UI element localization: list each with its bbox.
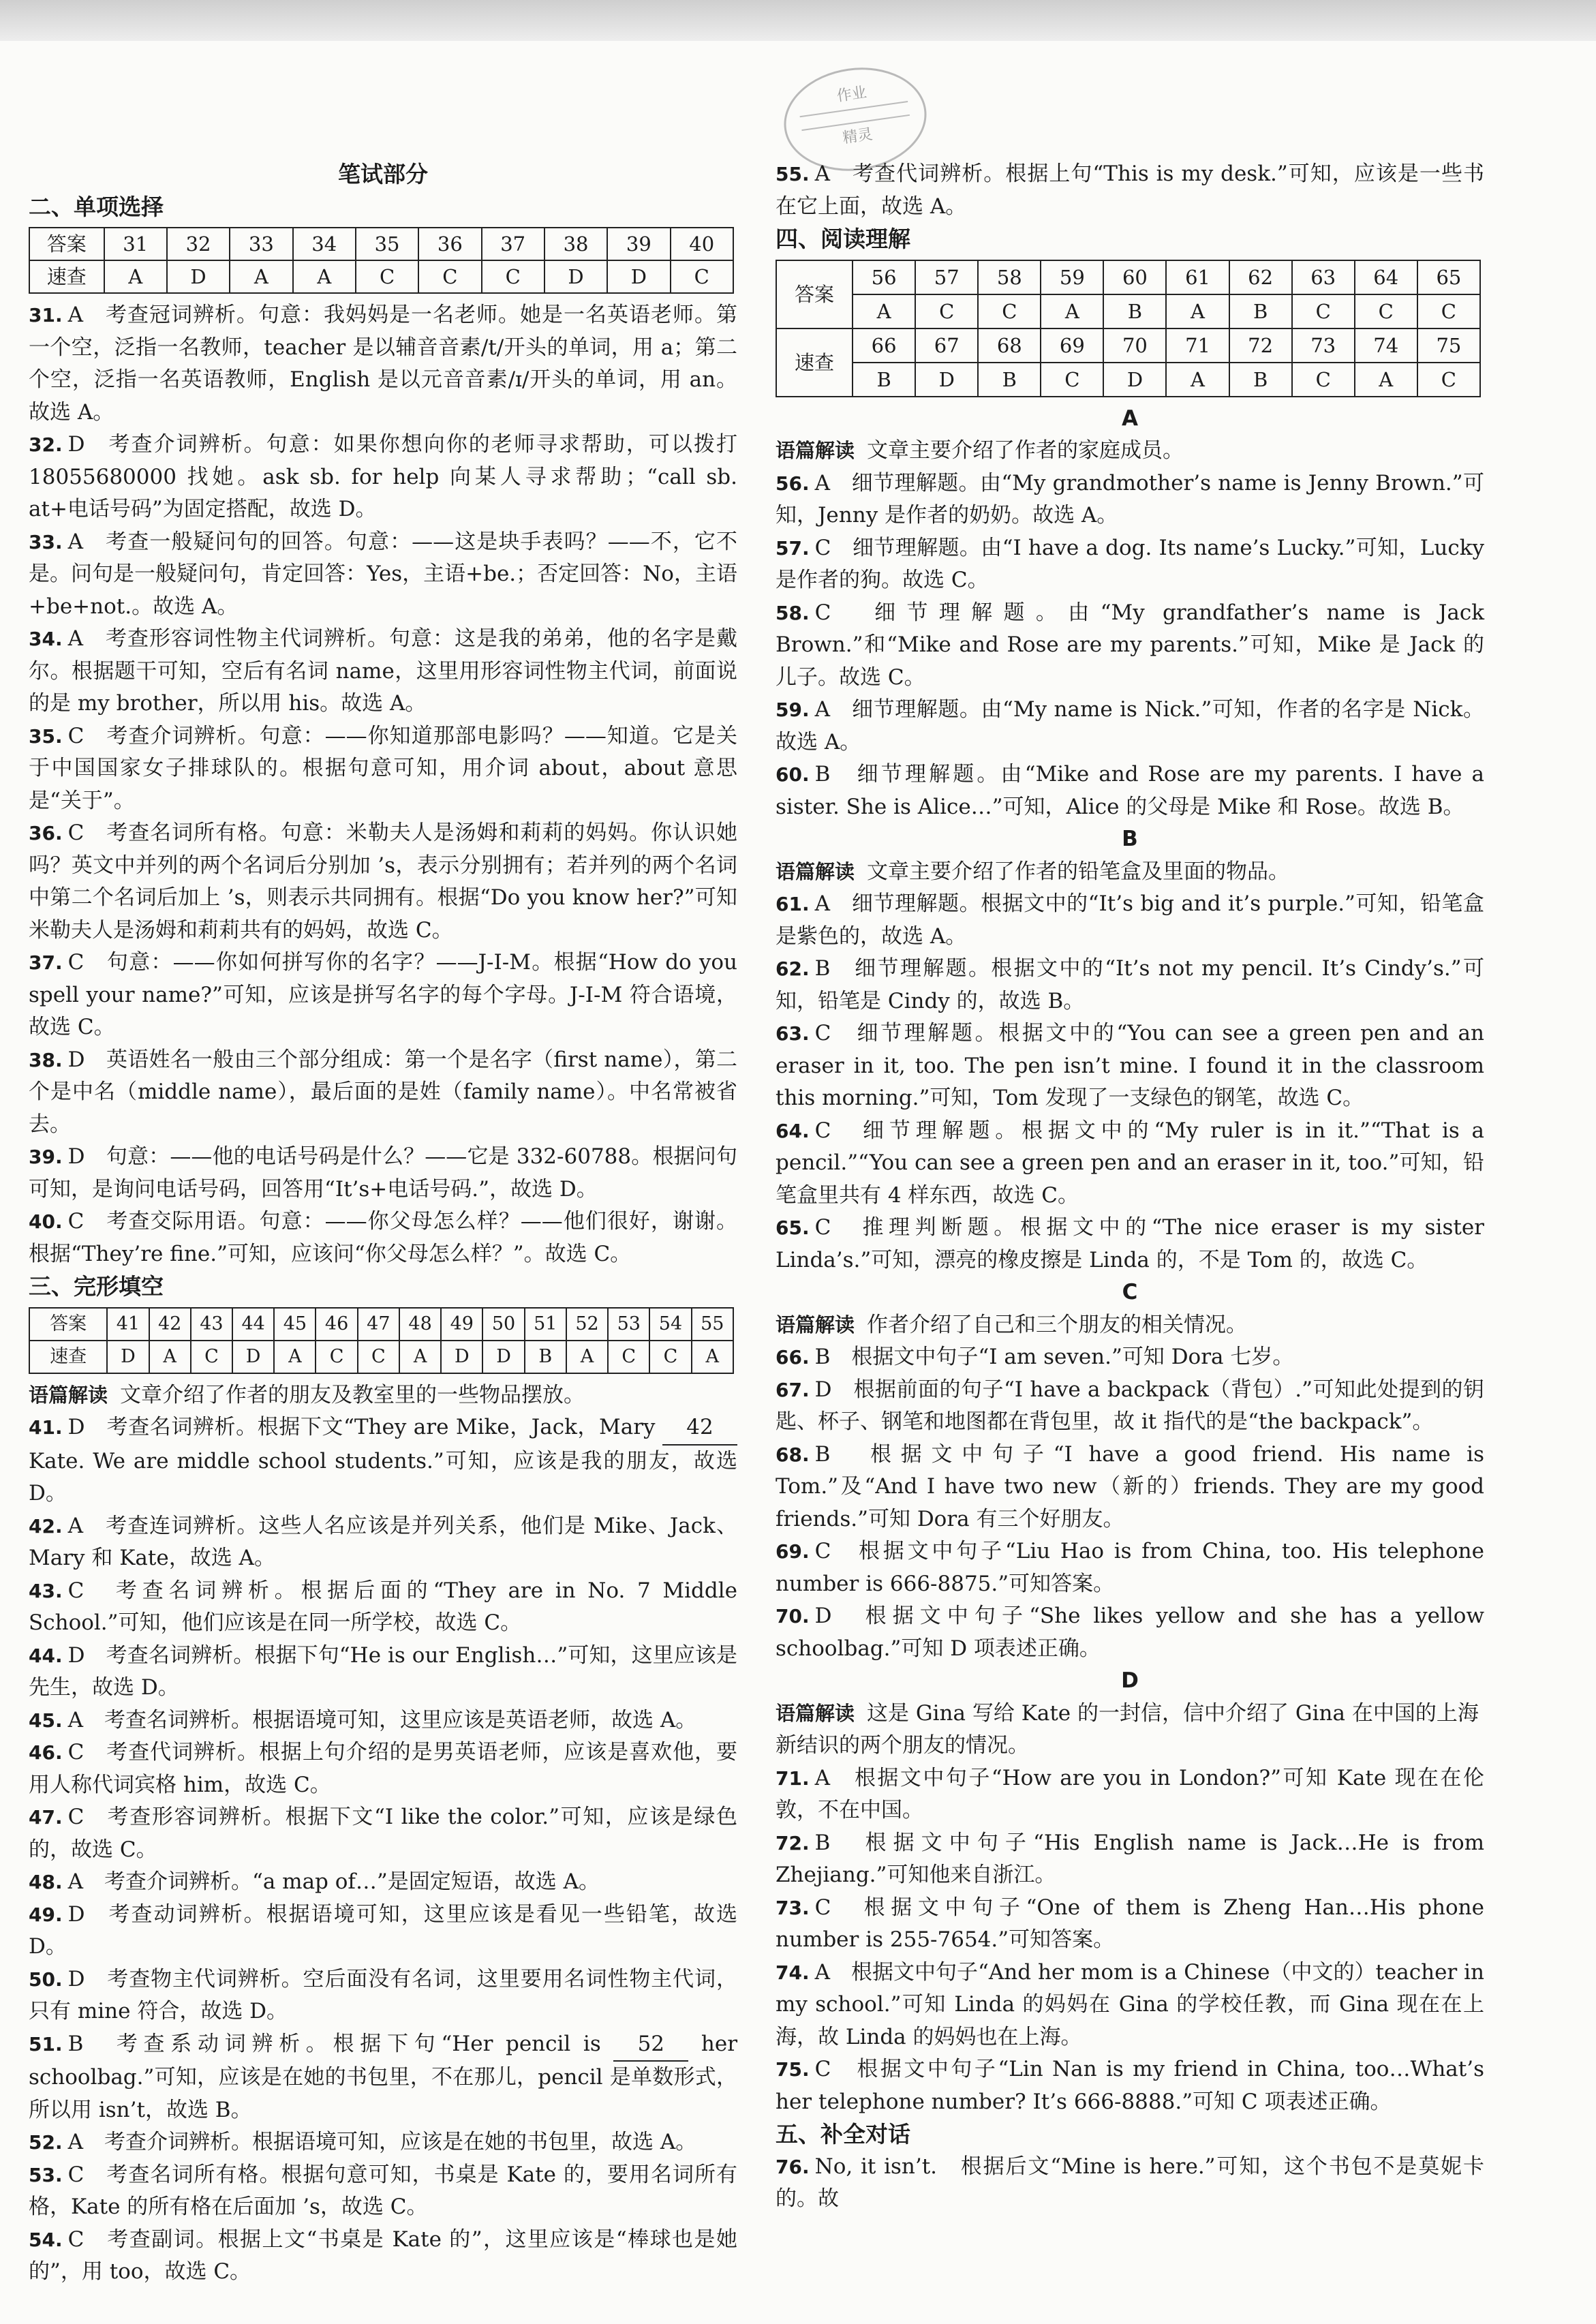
question-number: 35. (29, 724, 63, 748)
question-number: 58. (776, 601, 810, 624)
question-item (776, 694, 1484, 759)
table-cell: 65 (1417, 260, 1480, 294)
table-cell: 63 (1292, 260, 1355, 294)
question-number: 33. (29, 530, 63, 553)
table-cell: A (149, 1341, 191, 1373)
question-number: 40. (29, 1210, 63, 1233)
question-explanation: D 根据文中句子“She likes yellow and she has a yellow schoolbag.”可知 D 项表述正确。 (776, 1604, 1484, 1661)
question-number: 34. (29, 628, 63, 650)
table-cell: 32 (167, 228, 230, 260)
table-cell: 51 (525, 1308, 566, 1341)
question-number: 71. (776, 1767, 810, 1790)
table-cell: 41 (107, 1308, 149, 1341)
question-item (29, 1575, 737, 1640)
question-item (29, 1206, 737, 1270)
question-explanation: D 考查介词辨析。句意：如果你想向你的老师寻求帮助，可以拨打 18055680000 找她。ask sb. for help 向某人寻求帮助；“call sb. at+电话号码”为固定搭配，故选 D。 (29, 432, 737, 521)
question-explanation: B 根据文中句子“His English name is Jack…He is from Zhejiang.”可知他来自浙江。 (776, 1830, 1484, 1887)
question-item (29, 1801, 737, 1866)
table-cell: A (853, 294, 915, 328)
question-number: 74. (776, 1961, 810, 1984)
question-explanation: A 根据文中句子“And her mom is a Chinese（中文的）teacher in my school.”可知 Linda 的妈妈在 Gina 的学校任教，而 Gina 现在在上海，故 Linda 的妈妈也在上海。 (776, 1959, 1484, 2049)
table-cell: 52 (566, 1308, 608, 1341)
question-item (776, 597, 1484, 694)
question-number: 31. (29, 304, 63, 326)
table-cell: 43 (191, 1308, 232, 1341)
question-item (776, 1827, 1484, 1892)
part-heading: B (1122, 827, 1138, 851)
table-cell: 74 (1355, 328, 1417, 363)
question-list (29, 299, 737, 1270)
question-item (29, 947, 737, 1044)
question-number: 62. (776, 958, 810, 980)
table-cell: C (418, 260, 481, 293)
question-explanation: C 细节理解题。由“My grandfather’s name is Jack Brown.”和“Mike and Rose are my parents.”可知，Mike 是 Jack 的儿子。故选 C。 (776, 600, 1484, 690)
section-heading-dialogue: 五、补全对话 (776, 2121, 910, 2147)
question-item (776, 1600, 1484, 1665)
question-number: 56. (776, 472, 810, 495)
table-cell: 35 (356, 228, 418, 260)
table-cell: 49 (441, 1308, 482, 1341)
question-explanation: A 考查名词辨析。根据语境可知，这里应该是英语老师，故选 A。 (67, 1707, 697, 1732)
question-number: 70. (776, 1605, 810, 1627)
table-cell: 66 (853, 328, 915, 363)
table-cell: D (441, 1341, 482, 1373)
question-explanation: A 考查介词辨析。根据语境可知，应该是在她的书包里，故选 A。 (67, 2130, 697, 2154)
table-cell: C (1417, 294, 1480, 328)
page-title: 笔试部分 (338, 161, 428, 187)
table-cell: D (167, 260, 230, 293)
question-item (776, 1439, 1484, 1536)
question-number: 47. (29, 1806, 63, 1829)
table-cell: 56 (853, 260, 915, 294)
table-cell: 64 (1355, 260, 1417, 294)
question-item (776, 1957, 1484, 2054)
table-cell: D (107, 1341, 149, 1373)
question-item: 41. D 考查名词辨析。根据下文“They are Mike，Jack，Mary 42 Kate. We are middle school students.”可知，应该是我的朋友，故选 D。 (29, 1411, 737, 1510)
question-item (29, 1704, 737, 1737)
question-number: 63. (776, 1022, 810, 1045)
question-item (29, 623, 737, 720)
question-number: 68. (776, 1443, 810, 1466)
question-explanation: C 考查副词。根据上文“书桌是 Kate 的”，这里应该是“棒球也是她的”，用 too，故选 C。 (29, 2227, 737, 2284)
table-cell: D (482, 1341, 524, 1373)
question-explanation: A 考查形容词性物主代词辨析。句意：这是我的弟弟，他的名字是戴尔。根据题干可知，空后有名词 name，这里用形容词性物主代词，前面说的是 my brother，所以用 his。故选 A。 (29, 626, 737, 716)
table-cell: A (566, 1341, 608, 1373)
question-item (29, 2126, 737, 2159)
question-list (29, 2126, 737, 2289)
table-cell: A (692, 1341, 733, 1373)
question-item (776, 953, 1484, 1018)
question-explanation: C 推理判断题。根据文中的“The nice eraser is my sister Linda’s.”可知，漂亮的橡皮擦是 Linda 的，不是 Tom 的，故选 C。 (776, 1215, 1484, 1272)
passage-summary: 语篇解读 文章介绍了作者的朋友及教室里的一些物品摆放。 (29, 1382, 585, 1407)
question-item (776, 1115, 1484, 1212)
question-item (776, 1212, 1484, 1276)
question-list (776, 1341, 1484, 1665)
table-cell: 44 (232, 1308, 274, 1341)
question-item (776, 759, 1484, 823)
table-cell: 34 (293, 228, 356, 260)
question-explanation: A 考查介词辨析。“a map of…”是固定短语，故选 A。 (67, 1869, 600, 1894)
question-explanation: C 考查交际用语。句意：——你父母怎么样？——他们很好，谢谢。根据“They’re fine.”可知，应该问“你父母怎么样？”。故选 C。 (29, 1209, 737, 1266)
question-explanation: C 考查介词辨析。句意：——你知道那部电影吗？——知道。它是关于中国国家女子排球队的。根据句意可知，用介词 about，about 意思是“关于”。 (29, 723, 737, 813)
table-header: 答案 (29, 228, 104, 260)
table-cell: A (293, 260, 356, 293)
table-header: 答案 (29, 1308, 107, 1341)
question-number: 32. (29, 433, 63, 456)
table-cell: D (915, 363, 978, 397)
table-cell: 62 (1229, 260, 1292, 294)
table-cell: B (1103, 294, 1166, 328)
table-cell: B (853, 363, 915, 397)
question-item (776, 2053, 1484, 2118)
question-item (29, 526, 737, 624)
question-item (776, 468, 1484, 532)
table-cell: 46 (316, 1308, 357, 1341)
table-header: 速查 (29, 1341, 107, 1373)
table-cell: A (230, 260, 292, 293)
question-number: 37. (29, 951, 63, 974)
question-explanation: C 考查名词所有格。根据句意可知，书桌是 Kate 的，要用名词所有格，Kate 的所有格在后面加 ’s，故选 C。 (29, 2162, 737, 2219)
table-cell: 70 (1103, 328, 1166, 363)
table-cell: 58 (978, 260, 1041, 294)
question-item (776, 1535, 1484, 1600)
table-cell: D (544, 260, 607, 293)
question-explanation: D 英语姓名一般由三个部分组成：第一个是名字（first name），第二个是中名（middle name），最后面的是姓（family name）。中名常被省去。 (29, 1047, 737, 1137)
table-cell: C (1355, 294, 1417, 328)
question-explanation: D 根据前面的句子“I have a backpack（背包）.”可知此处提到的钥匙、杯子、钢笔和地图都在背包里，故 it 指代的是“the backpack”。 (776, 1377, 1484, 1434)
table-cell: 72 (1229, 328, 1292, 363)
question-number: 57. (776, 536, 810, 560)
question-explanation: A 考查一般疑问句的回答。句意：——这是块手表吗？——不，它不是。问句是一般疑问句，肯定回答：Yes，主语+be.；否定回答：No，主语+be+not.。故选 A。 (29, 529, 737, 619)
table-cell: C (358, 1341, 399, 1373)
question-item (29, 720, 737, 818)
table-cell: 69 (1041, 328, 1103, 363)
section-heading-cloze: 三、完形填空 (29, 1273, 164, 1300)
table-cell: C (1417, 363, 1480, 397)
question-number: 36. (29, 822, 63, 844)
question-number: 44. (29, 1644, 63, 1667)
table-cell: A (274, 1341, 316, 1373)
question-number: 73. (776, 1896, 810, 1919)
question-item (29, 2224, 737, 2289)
question-number: 43. (29, 1579, 63, 1602)
answer-table-reading (776, 260, 1481, 397)
question-item (29, 1899, 737, 1963)
question-item (29, 299, 737, 429)
table-cell: 31 (104, 228, 167, 260)
question-explanation: B 根据文中句子“I have a good friend. His name is Tom.”及“And I have two new（新的）friends. They are my good friends.”可知 Dora 有三个好朋友。 (776, 1441, 1484, 1531)
question-number: 60. (776, 763, 810, 786)
question-item (29, 429, 737, 526)
question-item (776, 1374, 1484, 1439)
section-heading-reading: 四、阅读理解 (776, 226, 910, 252)
question-explanation: C 细节理解题。根据文中的“My ruler is in it.”“That is a pencil.”“You can see a green pen and an eraser in it, too.”可知，铅笔盒里共有 4 样东西，故选 C。 (776, 1118, 1484, 1208)
question-number: 42. (29, 1514, 63, 1538)
table-cell: D (607, 260, 670, 293)
table-cell: B (525, 1341, 566, 1373)
answer-table-single-choice (29, 227, 734, 294)
section-heading-single-choice: 二、单项选择 (29, 193, 164, 220)
table-cell: A (104, 260, 167, 293)
question-explanation: D 句意：——他的电话号码是什么？——它是 332-60788。根据问句可知，是询问电话号码，回答用“It’s+电话号码.”，故选 D。 (29, 1144, 737, 1202)
question-number: 54. (29, 2228, 63, 2251)
table-cell: A (1355, 363, 1417, 397)
question-explanation: A 细节理解题。由“My grandmother’s name is Jenny Brown.”可知，Jenny 是作者的奶奶。故选 A。 (776, 470, 1484, 528)
table-cell: 47 (358, 1308, 399, 1341)
question-explanation: A 考查冠词辨析。句意：我妈妈是一名老师。她是一名英语老师。第一个空，泛指一名教师，teacher 是以辅音音素/t/开头的单词，用 a；第二个空，泛指一名英语教师，English 是以元音音素/ɪ/开头的单词，用 an。故选 A。 (29, 303, 737, 425)
table-cell: 55 (692, 1308, 733, 1341)
table-cell: C (915, 294, 978, 328)
question-item (776, 1341, 1484, 1374)
table-cell: 33 (230, 228, 292, 260)
question-number: 50. (29, 1968, 63, 1991)
question-number: 67. (776, 1378, 810, 1401)
table-cell: A (1166, 363, 1229, 397)
right-column (776, 158, 1484, 2216)
question-number: 39. (29, 1146, 63, 1168)
question-number: 64. (776, 1119, 810, 1142)
question-item (29, 1737, 737, 1801)
table-cell: 48 (399, 1308, 441, 1341)
question-number: 53. (29, 2163, 63, 2186)
question-number: 69. (776, 1540, 810, 1563)
table-cell: C (1292, 363, 1355, 397)
question-item (776, 1892, 1484, 1957)
table-cell: C (1292, 294, 1355, 328)
question-list (29, 1510, 737, 2028)
question-number: 66. (776, 1346, 810, 1369)
table-cell: 38 (544, 228, 607, 260)
question-list (776, 468, 1484, 824)
table-cell: 45 (274, 1308, 316, 1341)
table-cell: A (399, 1341, 441, 1373)
left-column (29, 158, 737, 2289)
question-item (29, 817, 737, 947)
question-item: 76. No, it isn’t. 根据后文“Mine is here.”可知，这个书包不是莫妮卡的。故 (776, 2154, 1484, 2211)
table-cell: 42 (149, 1308, 191, 1341)
question-number: 59. (776, 699, 810, 721)
table-cell: 73 (1292, 328, 1355, 363)
question-explanation: A 细节理解题。由“My name is Nick.”可知，作者的名字是 Nick。故选 A。 (776, 697, 1484, 754)
passage-summary: 语篇解读 文章主要介绍了作者的家庭成员。 (776, 438, 1184, 463)
question-explanation: C 细节理解题。由“I have a dog. Its name’s Lucky.”可知，Lucky 是作者的狗。故选 C。 (776, 535, 1484, 592)
table-cell: 68 (978, 328, 1041, 363)
question-number: 75. (776, 2058, 810, 2081)
passage-summary: 语篇解读 文章主要介绍了作者的铅笔盒及里面的物品。 (776, 859, 1290, 884)
table-cell: C (191, 1341, 232, 1373)
table-cell: 40 (671, 228, 733, 260)
part-heading: A (1122, 406, 1138, 431)
question-item: 55. A 考查代词辨析。根据上句“This is my desk.”可知，应该是一些书在它上面，故选 A。 (776, 162, 1484, 219)
table-cell: 39 (607, 228, 670, 260)
question-item (776, 888, 1484, 953)
table-cell: 37 (482, 228, 544, 260)
question-explanation: C 根据文中句子“Lin Nan is my friend in China, too…What’s her telephone number? It’s 666-8888.”可知 C 项表述正确。 (776, 2057, 1484, 2114)
question-number: 65. (776, 1217, 810, 1239)
passage-summary: 语篇解读 作者介绍了自己和三个朋友的相关情况。 (776, 1312, 1248, 1337)
question-explanation: C 细节理解题。根据文中的“You can see a green pen and an eraser in it, too. The pen isn’t mine. I found it in the classroom this morning.”可知，Tom 发现了一支绿色的钢笔，故选 C。 (776, 1021, 1484, 1110)
question-explanation: C 考查名词所有格。句意：米勒夫人是汤姆和莉莉的妈妈。你认识她吗？英文中并列的两个名词后分别加 ’s，表示分别拥有；若并列的两个名词中第二个名词后加上 ’s，则表示共同拥有。根据“Do you know her?”可知米勒夫人是汤姆和莉莉共有的妈妈，故选 C。 (29, 821, 737, 943)
question-explanation: A 细节理解题。根据文中的“It’s big and it’s purple.”可知，铅笔盒是紫色的，故选 A。 (776, 891, 1484, 949)
question-number: 61. (776, 893, 810, 915)
question-explanation: C 考查形容词辨析。根据下文“I like the color.”可知，应该是绿色的，故选 C。 (29, 1805, 737, 1862)
table-cell: 75 (1417, 328, 1480, 363)
table-cell: C (316, 1341, 357, 1373)
question-explanation: D 考查物主代词辨析。空后面没有名词，这里要用名词性物主代词，只有 mine 符合，故选 D。 (29, 1966, 737, 2023)
question-explanation: B 根据文中句子“I am seven.”可知 Dora 七岁。 (814, 1345, 1294, 1369)
question-item (776, 1018, 1484, 1115)
table-cell: 50 (482, 1308, 524, 1341)
question-explanation: C 考查代词辨析。根据上句介绍的是男英语老师，应该是喜欢他，要用人称代词宾格 him，故选 C。 (29, 1740, 737, 1797)
table-cell: A (1166, 294, 1229, 328)
question-explanation: C 句意：——你如何拼写你的名字？——J-I-M。根据“How do you spell your name?”可知，应该是拼写名字的每个字母。J-I-M 符合语境，故选 C。 (29, 950, 737, 1039)
question-item (29, 1044, 737, 1142)
table-header: 速查 (776, 328, 853, 397)
question-number: 45. (29, 1709, 63, 1732)
table-cell: 54 (649, 1308, 691, 1341)
question-number: 46. (29, 1741, 63, 1764)
question-explanation: C 根据文中句子“Liu Hao is from China, too. His telephone number is 666-8875.”可知答案。 (776, 1539, 1484, 1596)
table-cell: 61 (1166, 260, 1229, 294)
table-cell: B (1229, 363, 1292, 397)
table-cell: A (1041, 294, 1103, 328)
table-header: 速查 (29, 260, 104, 293)
question-item (29, 1510, 737, 1575)
question-list (776, 888, 1484, 1276)
question-explanation: A 考查连词辨析。这些人名应该是并列关系，他们是 Mike、Jack、Mary 和 Kate，故选 A。 (29, 1513, 737, 1570)
table-cell: C (649, 1341, 691, 1373)
question-explanation: C 考查名词辨析。根据后面的“They are in No. 7 Middle School.”可知，他们应该是在同一所学校，故选 C。 (29, 1578, 737, 1635)
question-list (776, 1762, 1484, 2119)
question-number: 52. (29, 2131, 63, 2154)
question-explanation: D 考查动词辨析。根据语境可知，这里应该是看见一些铅笔，故选 D。 (29, 1901, 737, 1959)
table-cell: 57 (915, 260, 978, 294)
homework-stamp: 作业 精灵 (778, 59, 934, 180)
table-cell: 36 (418, 228, 481, 260)
table-cell: C (608, 1341, 649, 1373)
table-cell: B (1229, 294, 1292, 328)
question-explanation: C 根据文中句子“One of them is Zheng Han…His phone number is 255-7654.”可知答案。 (776, 1895, 1484, 1952)
question-item (29, 1963, 737, 2028)
question-item (29, 1640, 737, 1704)
table-header: 答案 (776, 260, 853, 328)
part-heading: D (1121, 1668, 1139, 1693)
question-item (29, 2159, 737, 2224)
question-item (776, 532, 1484, 597)
table-cell: C (356, 260, 418, 293)
table-cell: 67 (915, 328, 978, 363)
question-item (776, 1762, 1484, 1827)
question-number: 48. (29, 1871, 63, 1893)
question-item: 51. B 考查系动词辨析。根据下句“Her pencil is 52 her schoolbag.”可知，应该是在她的书包里，不在那儿，pencil 是单数形式，所以用 isn’t，故选 B。 (29, 2028, 737, 2127)
table-cell: B (978, 363, 1041, 397)
part-heading: C (1122, 1280, 1138, 1304)
question-explanation: B 细节理解题。根据文中的“It’s not my pencil. It’s Cindy’s.”可知，铅笔是 Cindy 的，故选 B。 (776, 956, 1484, 1013)
table-cell: D (232, 1341, 274, 1373)
question-item (29, 1866, 737, 1899)
question-explanation: A 根据文中句子“How are you in London?”可知 Kate 现在在伦敦，不在中国。 (776, 1765, 1484, 1822)
table-cell: D (1103, 363, 1166, 397)
table-cell: C (1041, 363, 1103, 397)
question-explanation: B 细节理解题。由“Mike and Rose are my parents. I have a sister. She is Alice…”可知，Alice 的父母是 Mike 和 Rose。故选 B。 (776, 762, 1484, 819)
question-item (29, 1141, 737, 1206)
table-cell: 59 (1041, 260, 1103, 294)
question-number: 72. (776, 1831, 810, 1854)
blank: 42 (662, 1411, 737, 1446)
table-cell: 53 (608, 1308, 649, 1341)
table-cell: C (671, 260, 733, 293)
passage-summary: 语篇解读 这是 Gina 写给 Kate 的一封信，信中介绍了 Gina 在中国的上海新结识的两个朋友的情况。 (776, 1700, 1479, 1758)
table-cell: 71 (1166, 328, 1229, 363)
blank: 52 (613, 2028, 688, 2062)
question-number: 49. (29, 1903, 63, 1926)
table-cell: C (978, 294, 1041, 328)
question-number: 38. (29, 1048, 63, 1071)
answer-table-cloze (29, 1307, 734, 1374)
table-cell: 60 (1103, 260, 1166, 294)
table-cell: C (482, 260, 544, 293)
question-explanation: D 考查名词辨析。根据下句“He is our English…”可知，这里应该是先生，故选 D。 (29, 1642, 737, 1700)
scan-top-edge (0, 0, 1596, 41)
